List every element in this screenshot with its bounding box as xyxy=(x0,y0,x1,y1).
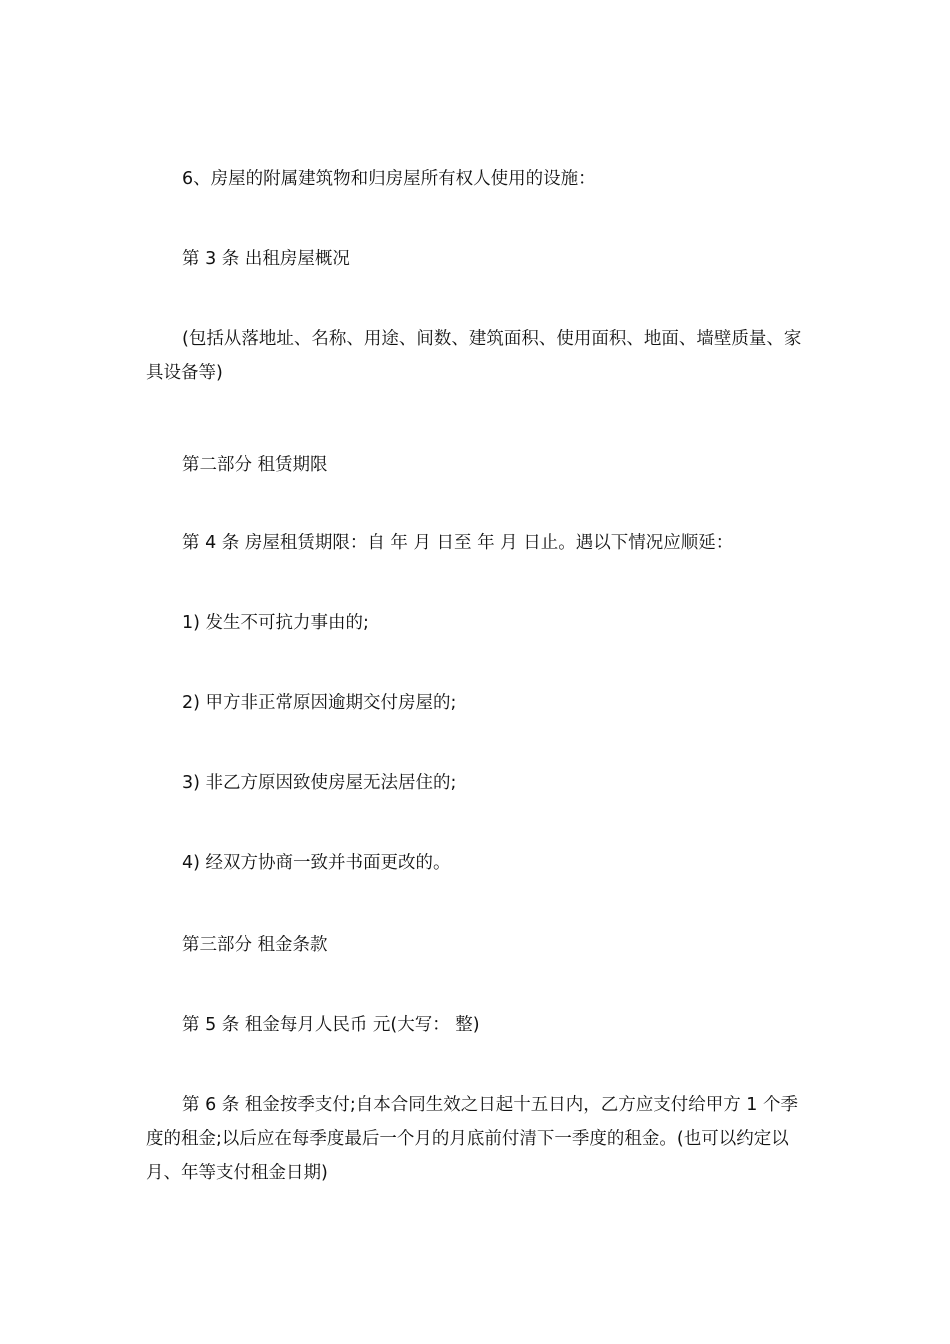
list-item-1: 1) 发生不可抗力事由的; xyxy=(182,613,369,633)
list-item-3: 3) 非乙方原因致使房屋无法居住的; xyxy=(182,773,457,793)
clause-5-rent: 第 5 条 租金每月人民币 元(大写： 整) xyxy=(182,1015,480,1035)
clause-3-heading: 第 3 条 出租房屋概况 xyxy=(182,249,350,269)
paragraph-house-details: (包括从落地址、名称、用途、间数、建筑面积、使用面积、地面、墙壁质量、家具设备等) xyxy=(146,329,802,383)
paragraph-facilities: 6、房屋的附属建筑物和归房屋所有权人使用的设施： xyxy=(182,169,596,189)
list-item-4: 4) 经双方协商一致并书面更改的。 xyxy=(182,853,451,873)
part-2-heading: 第二部分 租赁期限 xyxy=(182,455,328,475)
list-item-2: 2) 甲方非正常原因逾期交付房屋的; xyxy=(182,693,457,713)
part-3-heading: 第三部分 租金条款 xyxy=(182,935,328,955)
clause-6-payment: 第 6 条 租金按季支付;自本合同生效之日起十五日内，乙方应支付给甲方 1 个季度的租金;以后应在每季度最后一个月的月底前付清下一季度的租金。(也可以约定以月、年等支付租金日期) xyxy=(146,1095,798,1183)
clause-4-lease-term: 第 4 条 房屋租赁期限：自 年 月 日至 年 月 日止。遇以下情况应顺延： xyxy=(182,533,734,553)
